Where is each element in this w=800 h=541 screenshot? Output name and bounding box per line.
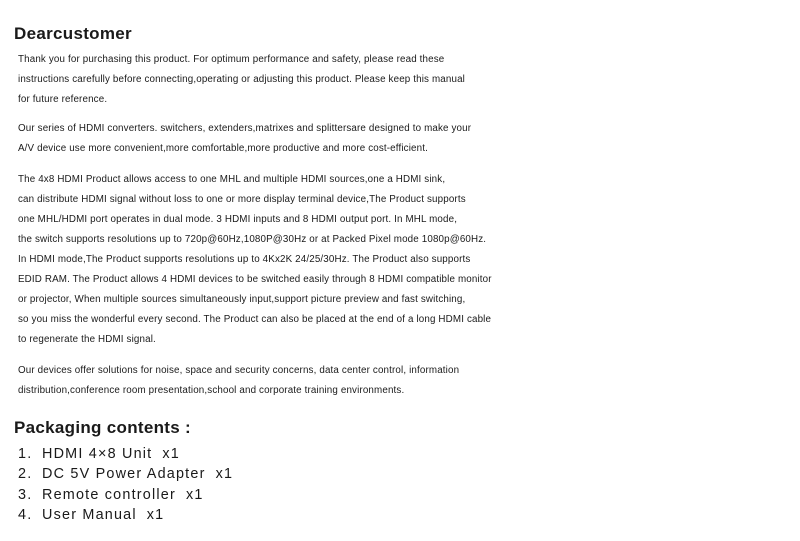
list-item-number: 4. bbox=[18, 506, 33, 523]
list-item-name: Remote controller bbox=[42, 486, 176, 503]
paragraph-line: Thank you for purchasing this product. For optimum performance and safety, please read these bbox=[18, 54, 445, 65]
paragraph-line: Our devices offer solutions for noise, space and security concerns, data center control, information bbox=[18, 365, 460, 376]
paragraph-line: or projector, When multiple sources simultaneously input,support picture preview and fast switching, bbox=[18, 294, 466, 305]
paragraph-line: one MHL/HDMI port operates in dual mode. 3 HDMI inputs and 8 HDMI output port. In MHL mode, bbox=[18, 214, 458, 225]
paragraph-line: In HDMI mode,The Product supports resolutions up to 4Kx2K 24/25/30Hz. The Product also supports bbox=[18, 254, 471, 265]
list-item-quantity: x1 bbox=[146, 506, 165, 523]
list-item-number: 1. bbox=[18, 446, 33, 462]
list-item-quantity: x1 bbox=[162, 446, 180, 462]
packaging-list bbox=[18, 444, 233, 525]
product-description-paragraph bbox=[18, 170, 798, 350]
list-item bbox=[18, 505, 233, 525]
paragraph-line: Our series of HDMI converters. switchers, extenders,matrixes and splittersare designed to make your bbox=[18, 123, 472, 134]
list-item-number: 3. bbox=[18, 486, 33, 503]
paragraph-line: A/V device use more convenient,more comfortable,more productive and more cost-efficient. bbox=[18, 143, 428, 154]
greeting-heading: Dearcustomer bbox=[14, 24, 132, 43]
list-item-quantity: x1 bbox=[185, 486, 204, 503]
list-item-name: DC 5V Power Adapter bbox=[42, 466, 206, 483]
list-item-number: 2. bbox=[18, 466, 33, 483]
list-item bbox=[18, 444, 233, 464]
paragraph-line: the switch supports resolutions up to 720p@60Hz,1080P@30Hz or at Packed Pixel mode 1080p@60Hz. bbox=[18, 234, 487, 245]
paragraph-line: for future reference. bbox=[18, 94, 108, 105]
intro-paragraph bbox=[18, 50, 798, 110]
list-item bbox=[18, 485, 233, 505]
paragraph-line: The 4x8 HDMI Product allows access to one MHL and multiple HDMI sources,one a HDMI sink, bbox=[18, 174, 446, 185]
paragraph-line: instructions carefully before connecting,operating or adjusting this product. Please keep this manual bbox=[18, 74, 466, 85]
solutions-paragraph bbox=[18, 361, 798, 401]
packaging-heading: Packaging contents : bbox=[14, 418, 191, 437]
list-item bbox=[18, 464, 233, 484]
series-paragraph bbox=[18, 119, 798, 159]
paragraph-line: can distribute HDMI signal without loss to one or more display terminal device,The Product supports bbox=[18, 194, 466, 205]
paragraph-line: EDID RAM. The Product allows 4 HDMI devices to be switched easily through 8 HDMI compatible monitor bbox=[18, 274, 492, 285]
list-item-name: User Manual bbox=[42, 506, 137, 523]
paragraph-line: so you miss the wonderful every second. The Product can also be placed at the end of a long HDMI cable bbox=[18, 314, 492, 325]
paragraph-line: distribution,conference room presentation,school and corporate training environments. bbox=[18, 385, 405, 396]
paragraph-line: to regenerate the HDMI signal. bbox=[18, 334, 156, 345]
list-item-quantity: x1 bbox=[215, 466, 234, 483]
list-item-name: HDMI 4×8 Unit bbox=[42, 446, 153, 462]
